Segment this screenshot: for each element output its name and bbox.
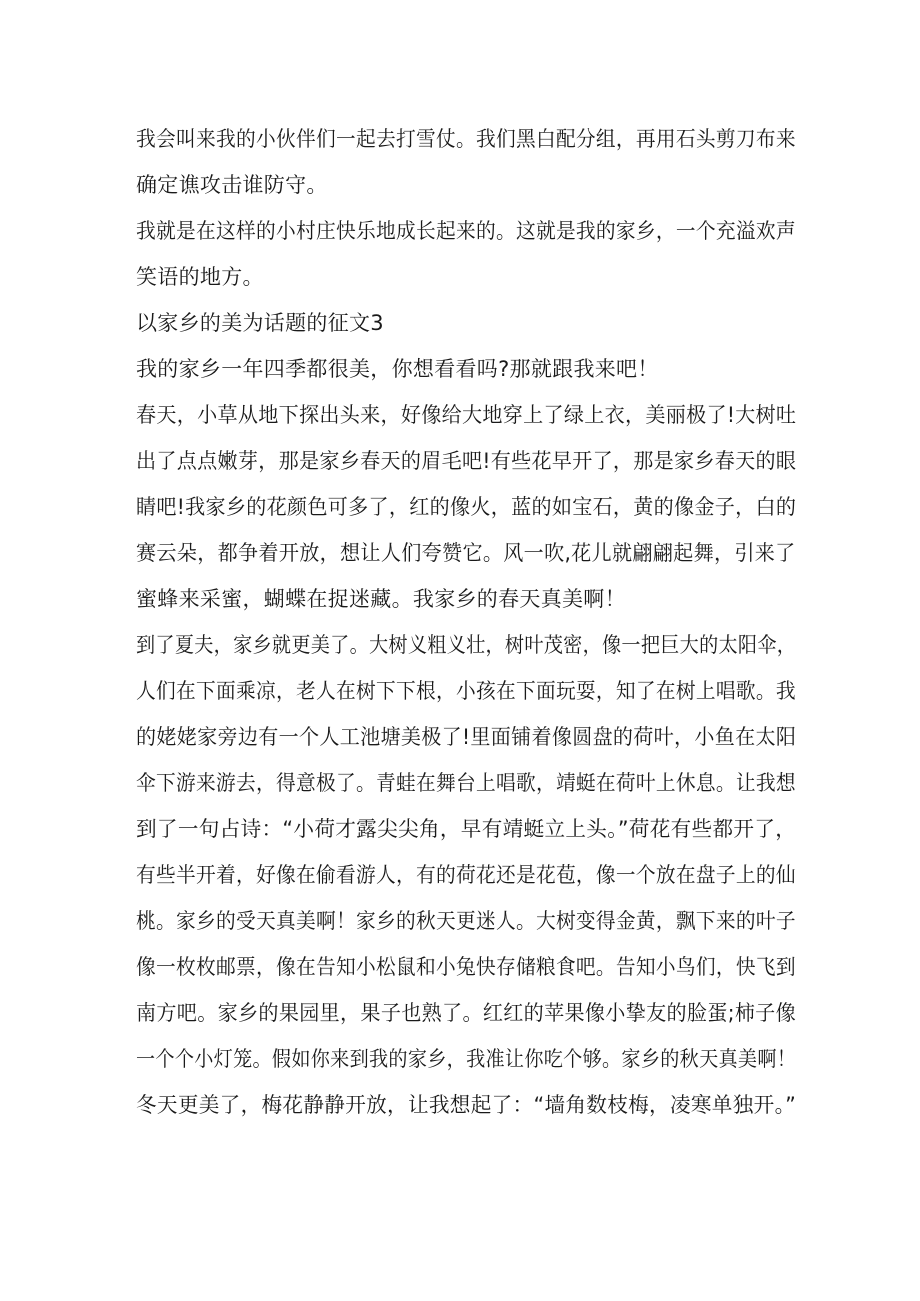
text-line: 我的家乡一年四季都很美，你想看看吗?那就跟我来吧！ bbox=[136, 357, 659, 381]
text-line: 伞下游来游去，得意极了。青蛙在舞台上唱歌，靖蜓在荷叶上休息。让我想 bbox=[136, 771, 796, 795]
text-line: 一个个小灯笼。假如你来到我的家乡，我准让你吃个够。家乡的秋天真美啊！ bbox=[136, 1047, 797, 1071]
text-line: 我会叫来我的小伙伴们一起去打雪仗。我们黑白配分组，再用石头剪刀布来 bbox=[136, 127, 796, 151]
text-line: 人们在下面乘凉，老人在树下下根，小孩在下面玩耍，知了在树上唱歌。我 bbox=[136, 679, 796, 703]
text-line: 出了点点嫩芽，那是家乡春天的眉毛吧!有些花早开了，那是家乡春天的眼 bbox=[136, 449, 797, 473]
text-line: 冬天更美了，梅花静静开放，让我想起了：“墙角数枝梅，凌寒单独开。” bbox=[136, 1093, 797, 1117]
text-line: 确定谯攻击谁防守。 bbox=[136, 173, 328, 197]
text-line: 到了一句占诗：“小荷才露尖尖角，早有靖蜓立上头。”荷花有些都开了， bbox=[136, 817, 797, 841]
text-line: 南方吧。家乡的果园里，果子也熟了。红红的苹果像小挚友的脸蛋;柿子像 bbox=[136, 1001, 796, 1025]
text-line: 赛云朵，都争着开放，想让人们夸赞它。风一吹,花儿就翩翩起舞，引来了 bbox=[136, 541, 796, 565]
text-line: 的姥姥家旁边有一个人工池塘美极了!里面铺着像圆盘的荷叶，小鱼在太阳 bbox=[136, 725, 797, 749]
document-body bbox=[136, 116, 796, 1128]
text-line: 我就是在这样的小村庄快乐地成长起来的。这就是我的家乡，一个充溢欢声 bbox=[136, 219, 796, 243]
text-line: 到了夏夫，家乡就更美了。大树义粗义壮，树叶茂密，像一把巨大的太阳伞， bbox=[136, 633, 797, 657]
text-line: 蜜蜂来采蜜，蝴蝶在捉迷藏。我家乡的春天真美啊！ bbox=[136, 587, 626, 611]
text-line: 睛吧!我家乡的花颜色可多了，红的像火，蓝的如宝石，黄的像金子，白的 bbox=[136, 495, 797, 519]
text-line: 春天，小草从地下探出头来，好像给大地穿上了绿上衣，美丽极了!大树吐 bbox=[136, 403, 797, 427]
text-line: 有些半开着，好像在偷看游人，有的荷花还是花苞，像一个放在盘子上的仙 bbox=[136, 863, 796, 887]
text-line: 像一枚枚邮票，像在告知小松鼠和小兔快存储粮食吧。告知小鸟们，快飞到 bbox=[136, 955, 796, 979]
text-line: 笑语的地方。 bbox=[136, 265, 264, 289]
text-line: 桃。家乡的受天真美啊！家乡的秋天更迷人。大树变得金黄，飘下来的叶子 bbox=[136, 909, 796, 933]
text-line: 以家乡的美为话题的征文3 bbox=[136, 311, 384, 335]
